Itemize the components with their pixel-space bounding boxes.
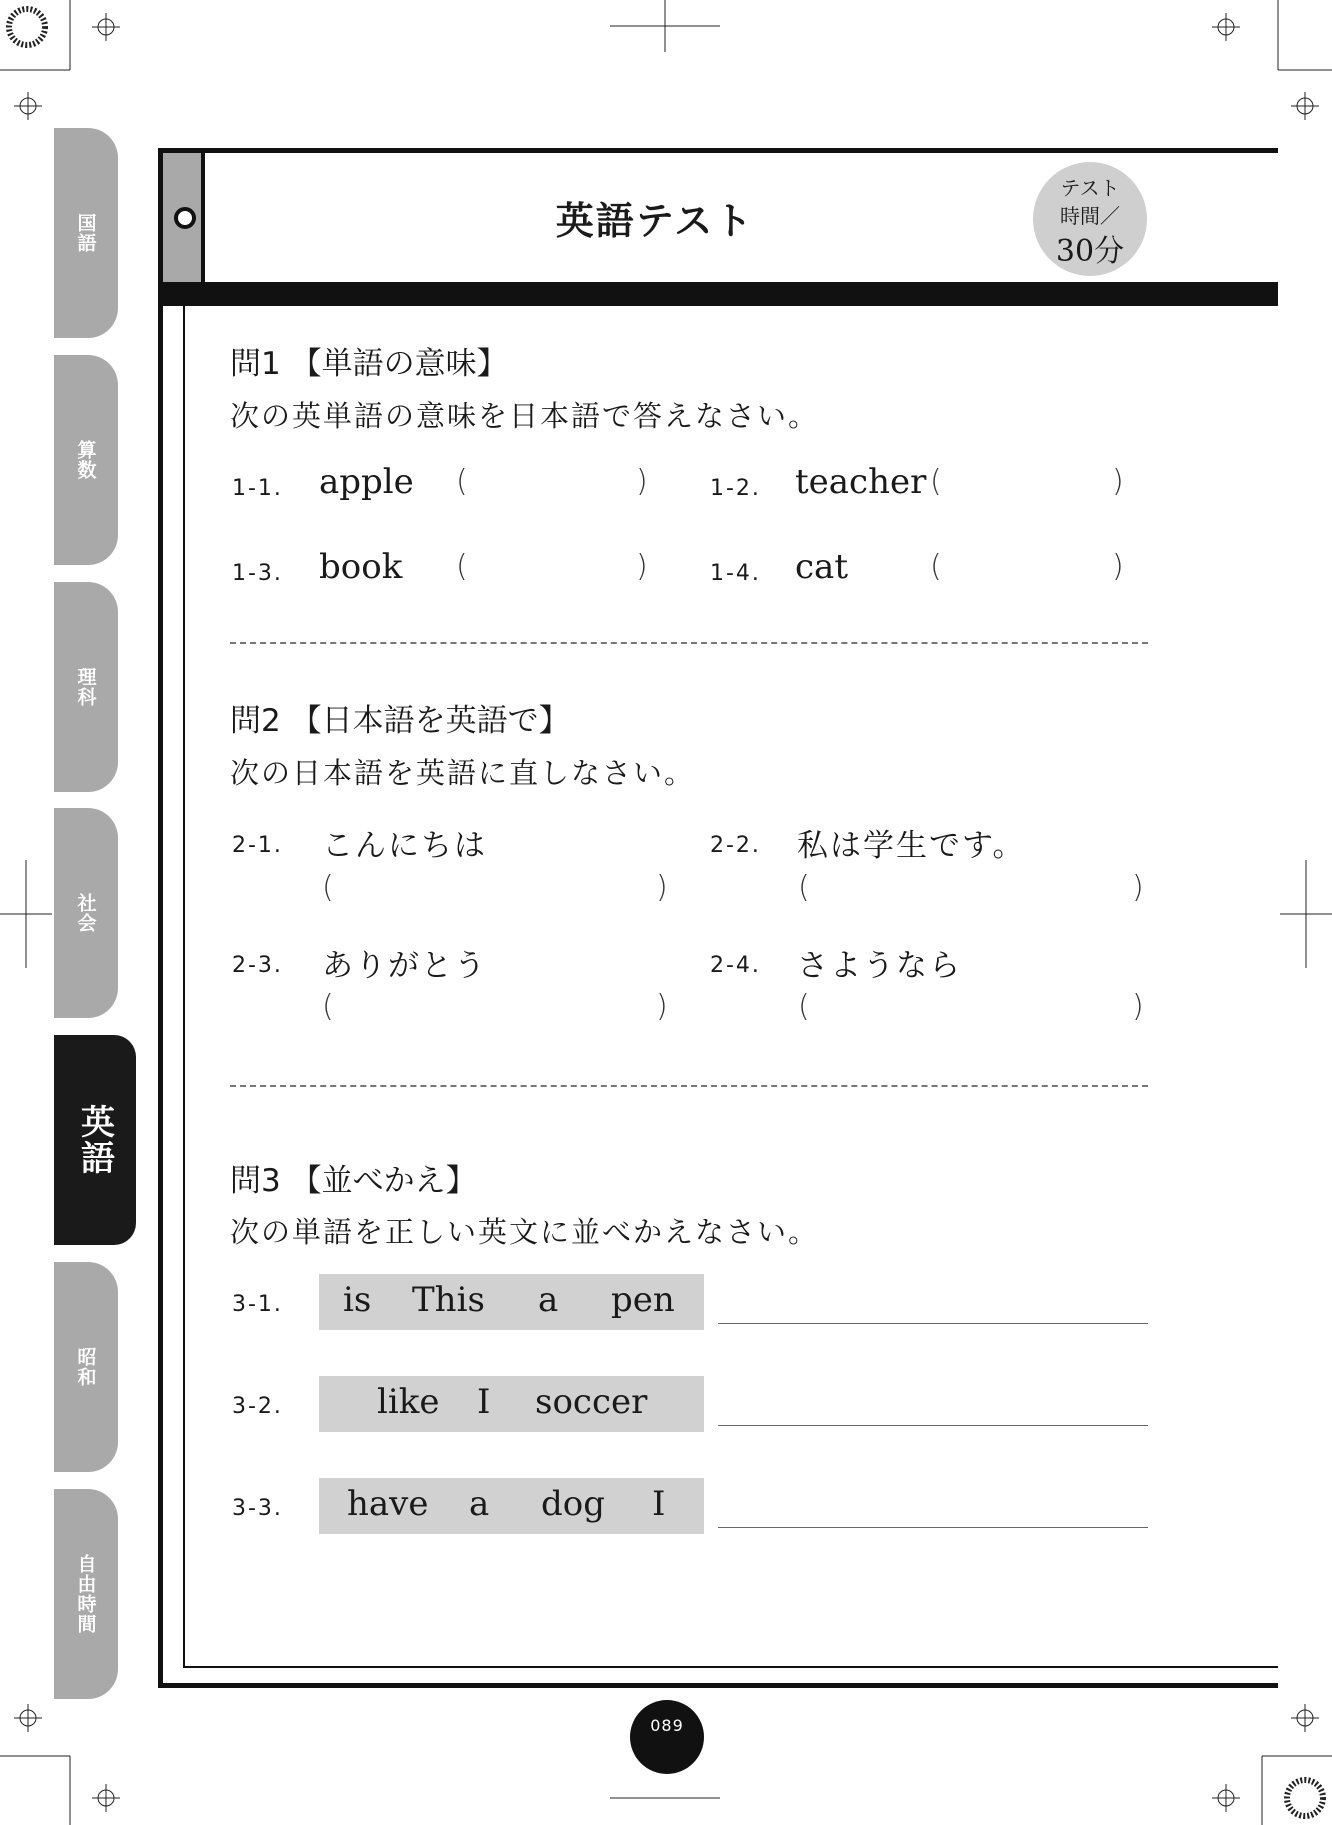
q1-heading: 問1 【単語の意味】 bbox=[230, 346, 508, 382]
side-tab-label: 社会 bbox=[74, 893, 97, 933]
section-divider bbox=[230, 1085, 1148, 1087]
paren-open: ( bbox=[930, 464, 942, 499]
q1-instruction: 次の英単語の意味を日本語で答えなさい。 bbox=[230, 399, 820, 433]
scramble-box bbox=[319, 1274, 704, 1330]
paren-open: ( bbox=[456, 549, 468, 584]
side-tab-label: 理科 bbox=[74, 667, 97, 707]
item-number: 3-2. bbox=[232, 1394, 283, 1419]
item-number: 2-1. bbox=[232, 833, 283, 858]
scramble-word: pen bbox=[611, 1280, 675, 1320]
answer-line-3-3[interactable] bbox=[718, 1527, 1148, 1528]
scramble-word: soccer bbox=[535, 1382, 648, 1422]
time-label: 時間／ bbox=[1060, 204, 1120, 228]
english-word: apple bbox=[319, 462, 414, 502]
answer-blank-2-2[interactable] bbox=[818, 870, 1124, 910]
paren-close: ) bbox=[636, 549, 648, 584]
item-number: 1-1. bbox=[232, 476, 283, 501]
answer-blank-2-1[interactable] bbox=[342, 870, 648, 910]
english-word: book bbox=[319, 547, 403, 587]
side-tab-shakai[interactable] bbox=[54, 808, 118, 1018]
item-number: 2-2. bbox=[710, 833, 761, 858]
paren-close: ) bbox=[1112, 549, 1124, 584]
page-number: 089 bbox=[630, 1700, 704, 1774]
answer-line-3-2[interactable] bbox=[718, 1425, 1148, 1426]
paren-open: ( bbox=[798, 870, 810, 905]
paren-close: ) bbox=[1132, 989, 1144, 1024]
paren-open: ( bbox=[322, 870, 334, 905]
scramble-word: have bbox=[347, 1484, 429, 1524]
side-tab-label: 昭和 bbox=[74, 1347, 97, 1387]
scramble-word: This bbox=[412, 1280, 485, 1320]
japanese-phrase: 私は学生です。 bbox=[797, 828, 1026, 864]
paren-close: ) bbox=[656, 870, 668, 905]
paren-close: ) bbox=[1132, 870, 1144, 905]
paren-close: ) bbox=[636, 464, 648, 499]
paren-open: ( bbox=[798, 989, 810, 1024]
time-badge bbox=[1033, 162, 1147, 276]
scramble-word: a bbox=[538, 1280, 559, 1320]
answer-line-3-1[interactable] bbox=[718, 1323, 1148, 1324]
japanese-phrase: ありがとう bbox=[322, 948, 487, 984]
english-word: cat bbox=[795, 547, 848, 587]
answer-blank-1-4[interactable] bbox=[950, 549, 1106, 589]
binder-hole-icon bbox=[174, 207, 196, 229]
item-number: 1-2. bbox=[710, 476, 761, 501]
q2-heading: 問2 【日本語を英語で】 bbox=[230, 703, 570, 739]
q3-instruction: 次の単語を正しい英文に並べかえなさい。 bbox=[230, 1215, 820, 1249]
item-number: 2-4. bbox=[710, 953, 761, 978]
item-number: 3-1. bbox=[232, 1292, 283, 1317]
scramble-word: I bbox=[652, 1484, 666, 1524]
paren-open: ( bbox=[930, 549, 942, 584]
side-tab-showa[interactable] bbox=[54, 1262, 118, 1472]
header-bar bbox=[158, 282, 1278, 306]
scramble-word: is bbox=[343, 1280, 372, 1320]
scramble-word: dog bbox=[541, 1484, 605, 1524]
paren-close: ) bbox=[1112, 464, 1124, 499]
scramble-word: like bbox=[377, 1382, 440, 1422]
side-tab-eigo[interactable] bbox=[54, 1035, 136, 1245]
time-label: テスト bbox=[1060, 176, 1120, 200]
answer-blank-2-3[interactable] bbox=[342, 989, 648, 1029]
side-tab-kokugo[interactable] bbox=[54, 128, 118, 338]
side-tab-label: 算数 bbox=[74, 440, 97, 480]
item-number: 1-3. bbox=[232, 561, 283, 586]
scramble-box bbox=[319, 1376, 704, 1432]
answer-blank-1-1[interactable] bbox=[476, 464, 632, 504]
side-tab-label: 自由時間 bbox=[74, 1554, 97, 1634]
side-tab-label: 国語 bbox=[74, 213, 97, 253]
english-word: teacher bbox=[795, 462, 927, 502]
item-number: 2-3. bbox=[232, 953, 283, 978]
worksheet-inner-frame bbox=[183, 305, 1278, 1668]
japanese-phrase: さようなら bbox=[797, 948, 962, 984]
answer-blank-1-2[interactable] bbox=[950, 464, 1106, 504]
side-tab-label: 英語 bbox=[74, 1104, 115, 1176]
japanese-phrase: こんにちは bbox=[322, 828, 487, 864]
paren-open: ( bbox=[322, 989, 334, 1024]
item-number: 1-4. bbox=[710, 561, 761, 586]
scramble-word: a bbox=[469, 1484, 490, 1524]
page-title: 英語テスト bbox=[555, 199, 755, 243]
paren-open: ( bbox=[456, 464, 468, 499]
section-divider bbox=[230, 642, 1148, 644]
time-value: 30分 bbox=[1055, 234, 1125, 269]
answer-blank-1-3[interactable] bbox=[476, 549, 632, 589]
q3-heading: 問3 【並べかえ】 bbox=[230, 1163, 477, 1199]
item-number: 3-3. bbox=[232, 1496, 283, 1521]
scramble-word: I bbox=[477, 1382, 491, 1422]
q2-instruction: 次の日本語を英語に直しなさい。 bbox=[230, 756, 696, 790]
paren-close: ) bbox=[656, 989, 668, 1024]
side-tab-rika[interactable] bbox=[54, 582, 118, 792]
scramble-box bbox=[319, 1478, 704, 1534]
side-tab-sansu[interactable] bbox=[54, 355, 118, 565]
answer-blank-2-4[interactable] bbox=[818, 989, 1124, 1029]
side-tab-jiyu-jikan[interactable] bbox=[54, 1489, 118, 1699]
